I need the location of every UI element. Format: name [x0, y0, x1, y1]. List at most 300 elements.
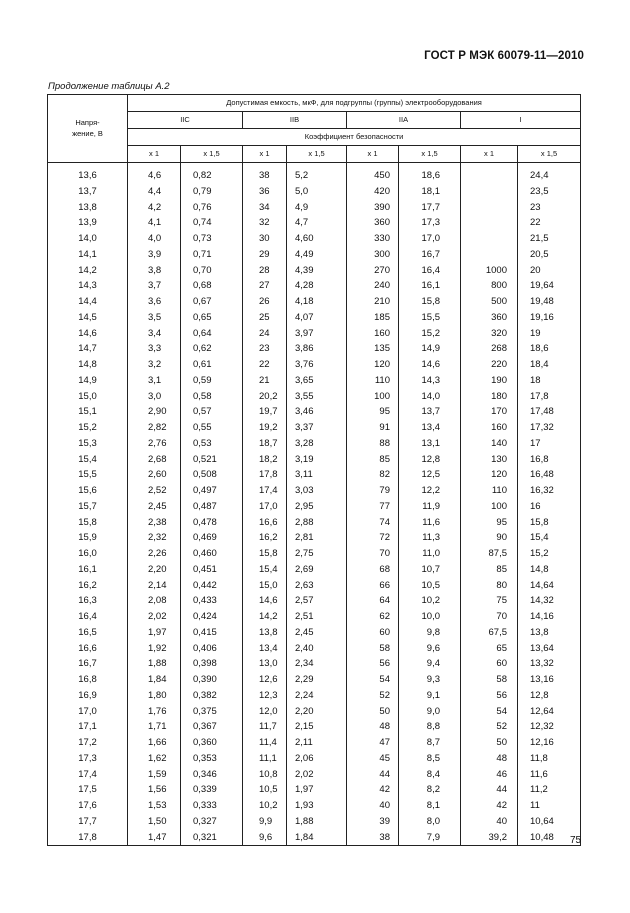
iia-x1-cell: 64: [347, 593, 399, 609]
i-x1-cell: 160: [461, 420, 518, 436]
iia-x15-cell: 17,0: [399, 231, 461, 247]
i-x1-cell: 87,5: [461, 546, 518, 562]
iib-x15-cell: 2,75: [287, 546, 347, 562]
iib-x1-cell: 29: [243, 247, 287, 263]
voltage-cell: 14,9: [48, 373, 128, 389]
iib-x1-cell: 14,2: [243, 609, 287, 625]
voltage-cell: 16,5: [48, 625, 128, 641]
iic-x15-cell: 0,79: [181, 184, 243, 200]
voltage-cell: 17,8: [48, 830, 128, 846]
voltage-cell: 16,9: [48, 688, 128, 704]
iib-x15-cell: 4,18: [287, 294, 347, 310]
voltage-cell: 14,0: [48, 231, 128, 247]
iib-x15-cell: 2,02: [287, 767, 347, 783]
iic-x1-cell: 1,71: [128, 719, 181, 735]
iib-x1-cell: 13,8: [243, 625, 287, 641]
iic-x1-cell: 2,14: [128, 578, 181, 594]
voltage-cell: 17,7: [48, 814, 128, 830]
iia-x1-cell: 85: [347, 452, 399, 468]
voltage-cell: 16,0: [48, 546, 128, 562]
i-x1-cell: 85: [461, 562, 518, 578]
iia-x1-cell: 450: [347, 168, 399, 184]
table-row: [48, 814, 581, 830]
table-header: [48, 95, 581, 169]
table-row: [48, 278, 581, 294]
iia-x15-cell: 8,5: [399, 751, 461, 767]
voltage-cell: 17,2: [48, 735, 128, 751]
i-x1-cell: 42: [461, 798, 518, 814]
i-x15-cell: 13,32: [518, 656, 581, 672]
iic-x15-cell: 0,73: [181, 231, 243, 247]
iib-x1-cell: 27: [243, 278, 287, 294]
table-row: [48, 719, 581, 735]
iib-x1-cell: 11,4: [243, 735, 287, 751]
i-x15-cell: 18,4: [518, 357, 581, 373]
iib-x1-cell: 34: [243, 200, 287, 216]
voltage-cell: 15,7: [48, 499, 128, 515]
iib-x15-cell: 2,88: [287, 515, 347, 531]
iib-x1-cell: 26: [243, 294, 287, 310]
table-row: [48, 609, 581, 625]
voltage-cell: 15,1: [48, 404, 128, 420]
iic-x1-cell: 1,97: [128, 625, 181, 641]
iic-x15-cell: 0,57: [181, 404, 243, 420]
iia-x15-cell: 15,8: [399, 294, 461, 310]
i-x15-cell: 11,2: [518, 782, 581, 798]
iia-x1-cell: 210: [347, 294, 399, 310]
iia-x1-cell: 120: [347, 357, 399, 373]
table-caption: Продолжение таблицы А.2: [48, 81, 170, 92]
iia-x15-cell: 14,3: [399, 373, 461, 389]
iia-x15-cell: 10,0: [399, 609, 461, 625]
iib-x1-cell: 19,7: [243, 404, 287, 420]
i-x1-cell: 50: [461, 735, 518, 751]
iic-x15-cell: 0,65: [181, 310, 243, 326]
iia-x1-cell: 40: [347, 798, 399, 814]
iib-x15-cell: 3,19: [287, 452, 347, 468]
factor-header: x 1,5: [399, 146, 461, 163]
iib-x1-cell: 25: [243, 310, 287, 326]
iia-x1-cell: 300: [347, 247, 399, 263]
iib-x15-cell: 2,81: [287, 530, 347, 546]
iia-x15-cell: 17,3: [399, 215, 461, 231]
iic-x1-cell: 3,5: [128, 310, 181, 326]
iic-x1-cell: 3,6: [128, 294, 181, 310]
capacitance-table: [47, 94, 581, 846]
iic-x1-cell: 2,52: [128, 483, 181, 499]
iib-x1-cell: 17,4: [243, 483, 287, 499]
i-x1-cell: [461, 247, 518, 263]
i-x15-cell: 14,16: [518, 609, 581, 625]
i-x1-cell: [461, 184, 518, 200]
iic-x1-cell: 1,59: [128, 767, 181, 783]
iib-x15-cell: 3,86: [287, 341, 347, 357]
i-x1-cell: 48: [461, 751, 518, 767]
iib-x15-cell: 4,60: [287, 231, 347, 247]
iia-x15-cell: 14,0: [399, 389, 461, 405]
iic-x1-cell: 2,68: [128, 452, 181, 468]
iia-x15-cell: 9,0: [399, 704, 461, 720]
iic-x1-cell: 4,2: [128, 200, 181, 216]
iic-x15-cell: 0,360: [181, 735, 243, 751]
group-header-iia: IIA: [347, 112, 461, 129]
iib-x15-cell: 1,88: [287, 814, 347, 830]
iic-x15-cell: 0,64: [181, 326, 243, 342]
table-row: [48, 200, 581, 216]
i-x1-cell: 46: [461, 767, 518, 783]
iic-x1-cell: 2,82: [128, 420, 181, 436]
voltage-cell: 14,8: [48, 357, 128, 373]
iic-x1-cell: 1,62: [128, 751, 181, 767]
iia-x15-cell: 9,1: [399, 688, 461, 704]
iic-x15-cell: 0,382: [181, 688, 243, 704]
iia-x15-cell: 9,8: [399, 625, 461, 641]
iic-x15-cell: 0,406: [181, 641, 243, 657]
iia-x15-cell: 10,5: [399, 578, 461, 594]
voltage-cell: 16,3: [48, 593, 128, 609]
i-x1-cell: 44: [461, 782, 518, 798]
iib-x15-cell: 4,9: [287, 200, 347, 216]
iib-x15-cell: 5,0: [287, 184, 347, 200]
iib-x1-cell: 13,0: [243, 656, 287, 672]
table-row: [48, 767, 581, 783]
iib-x1-cell: 20,2: [243, 389, 287, 405]
voltage-cell: 13,7: [48, 184, 128, 200]
iib-x15-cell: 5,2: [287, 168, 347, 184]
safety-factor-header: Коэффициент безопасности: [128, 129, 581, 146]
table-row: [48, 735, 581, 751]
i-x15-cell: 14,64: [518, 578, 581, 594]
i-x15-cell: 11: [518, 798, 581, 814]
table-row: [48, 625, 581, 641]
i-x15-cell: 12,64: [518, 704, 581, 720]
iic-x1-cell: 3,2: [128, 357, 181, 373]
iia-x1-cell: 47: [347, 735, 399, 751]
iic-x1-cell: 4,6: [128, 168, 181, 184]
i-x15-cell: 19,48: [518, 294, 581, 310]
iic-x15-cell: 0,460: [181, 546, 243, 562]
group-header-i: I: [461, 112, 581, 129]
voltage-cell: 14,4: [48, 294, 128, 310]
iic-x15-cell: 0,74: [181, 215, 243, 231]
i-x1-cell: 190: [461, 373, 518, 389]
table-row: [48, 593, 581, 609]
iia-x1-cell: 110: [347, 373, 399, 389]
voltage-cell: 16,8: [48, 672, 128, 688]
iic-x15-cell: 0,497: [181, 483, 243, 499]
i-x15-cell: 12,8: [518, 688, 581, 704]
i-x1-cell: 80: [461, 578, 518, 594]
iic-x15-cell: 0,469: [181, 530, 243, 546]
iic-x15-cell: 0,451: [181, 562, 243, 578]
i-x15-cell: 18: [518, 373, 581, 389]
table-row: [48, 420, 581, 436]
iic-x15-cell: 0,478: [181, 515, 243, 531]
iic-x15-cell: 0,415: [181, 625, 243, 641]
iib-x1-cell: 11,1: [243, 751, 287, 767]
iia-x15-cell: 18,6: [399, 168, 461, 184]
factor-header: x 1: [243, 146, 287, 163]
iia-x15-cell: 8,7: [399, 735, 461, 751]
iib-x1-cell: 15,8: [243, 546, 287, 562]
capacity-header: Допустимая емкость, мкФ, для подгруппы (группы) электрооборудования: [128, 95, 581, 112]
iic-x15-cell: 0,327: [181, 814, 243, 830]
i-x15-cell: 24,4: [518, 168, 581, 184]
table-row: [48, 578, 581, 594]
iic-x1-cell: 1,84: [128, 672, 181, 688]
iic-x15-cell: 0,333: [181, 798, 243, 814]
iic-x15-cell: 0,487: [181, 499, 243, 515]
iia-x15-cell: 16,4: [399, 263, 461, 279]
iib-x15-cell: 2,11: [287, 735, 347, 751]
voltage-cell: 15,4: [48, 452, 128, 468]
iic-x15-cell: 0,62: [181, 341, 243, 357]
table-body: [48, 168, 581, 846]
iia-x1-cell: 48: [347, 719, 399, 735]
iia-x1-cell: 160: [347, 326, 399, 342]
i-x1-cell: 130: [461, 452, 518, 468]
iib-x1-cell: 9,6: [243, 830, 287, 846]
iia-x1-cell: 330: [347, 231, 399, 247]
i-x1-cell: 268: [461, 341, 518, 357]
iic-x1-cell: 1,66: [128, 735, 181, 751]
table-row: [48, 782, 581, 798]
i-x1-cell: 67,5: [461, 625, 518, 641]
i-x1-cell: 170: [461, 404, 518, 420]
table-row: [48, 184, 581, 200]
iib-x15-cell: 1,93: [287, 798, 347, 814]
i-x1-cell: [461, 215, 518, 231]
iia-x1-cell: 270: [347, 263, 399, 279]
iib-x1-cell: 11,7: [243, 719, 287, 735]
iia-x15-cell: 8,8: [399, 719, 461, 735]
voltage-cell: 15,0: [48, 389, 128, 405]
iic-x1-cell: 2,02: [128, 609, 181, 625]
iib-x15-cell: 2,34: [287, 656, 347, 672]
voltage-cell: 15,6: [48, 483, 128, 499]
i-x15-cell: 10,64: [518, 814, 581, 830]
i-x15-cell: 13,64: [518, 641, 581, 657]
iic-x15-cell: 0,71: [181, 247, 243, 263]
iia-x15-cell: 14,9: [399, 341, 461, 357]
iib-x15-cell: 3,97: [287, 326, 347, 342]
i-x1-cell: 60: [461, 656, 518, 672]
iic-x15-cell: 0,321: [181, 830, 243, 846]
iia-x15-cell: 13,7: [399, 404, 461, 420]
table-row: [48, 530, 581, 546]
iib-x1-cell: 9,9: [243, 814, 287, 830]
voltage-cell: 16,6: [48, 641, 128, 657]
iic-x1-cell: 1,47: [128, 830, 181, 846]
iia-x15-cell: 9,4: [399, 656, 461, 672]
table-row: [48, 263, 581, 279]
table-row: [48, 404, 581, 420]
iib-x1-cell: 36: [243, 184, 287, 200]
iia-x1-cell: 44: [347, 767, 399, 783]
iic-x1-cell: 4,1: [128, 215, 181, 231]
iib-x15-cell: 2,51: [287, 609, 347, 625]
iia-x15-cell: 14,6: [399, 357, 461, 373]
iib-x1-cell: 17,8: [243, 467, 287, 483]
iib-x1-cell: 15,0: [243, 578, 287, 594]
voltage-cell: 14,7: [48, 341, 128, 357]
iia-x15-cell: 10,2: [399, 593, 461, 609]
i-x1-cell: 360: [461, 310, 518, 326]
group-header-iib: IIB: [243, 112, 347, 129]
iia-x1-cell: 54: [347, 672, 399, 688]
iia-x15-cell: 18,1: [399, 184, 461, 200]
factor-header: x 1: [128, 146, 181, 163]
iia-x15-cell: 15,5: [399, 310, 461, 326]
i-x15-cell: 19: [518, 326, 581, 342]
iib-x1-cell: 38: [243, 168, 287, 184]
iia-x1-cell: 390: [347, 200, 399, 216]
iic-x1-cell: 3,9: [128, 247, 181, 263]
iib-x15-cell: 2,24: [287, 688, 347, 704]
voltage-cell: 17,0: [48, 704, 128, 720]
voltage-cell: 13,9: [48, 215, 128, 231]
iib-x1-cell: 23: [243, 341, 287, 357]
iic-x1-cell: 2,38: [128, 515, 181, 531]
iic-x15-cell: 0,55: [181, 420, 243, 436]
voltage-cell: 13,8: [48, 200, 128, 216]
iib-x1-cell: 22: [243, 357, 287, 373]
iib-x15-cell: 2,40: [287, 641, 347, 657]
iia-x15-cell: 9,6: [399, 641, 461, 657]
i-x1-cell: 39,2: [461, 830, 518, 846]
i-x1-cell: [461, 168, 518, 184]
iia-x1-cell: 42: [347, 782, 399, 798]
iib-x15-cell: 3,03: [287, 483, 347, 499]
iib-x15-cell: 3,65: [287, 373, 347, 389]
iib-x15-cell: 2,63: [287, 578, 347, 594]
iic-x15-cell: 0,70: [181, 263, 243, 279]
table-row: [48, 499, 581, 515]
i-x1-cell: 58: [461, 672, 518, 688]
table-row: [48, 672, 581, 688]
iic-x1-cell: 2,20: [128, 562, 181, 578]
iic-x15-cell: 0,508: [181, 467, 243, 483]
voltage-cell: 17,4: [48, 767, 128, 783]
table-row: [48, 751, 581, 767]
iic-x15-cell: 0,59: [181, 373, 243, 389]
i-x15-cell: 23,5: [518, 184, 581, 200]
iia-x15-cell: 12,2: [399, 483, 461, 499]
iia-x1-cell: 45: [347, 751, 399, 767]
iib-x1-cell: 32: [243, 215, 287, 231]
iia-x15-cell: 13,4: [399, 420, 461, 436]
iib-x15-cell: 3,46: [287, 404, 347, 420]
iib-x15-cell: 3,55: [287, 389, 347, 405]
i-x1-cell: 90: [461, 530, 518, 546]
iic-x15-cell: 0,367: [181, 719, 243, 735]
i-x1-cell: [461, 200, 518, 216]
i-x1-cell: 180: [461, 389, 518, 405]
table-row: [48, 688, 581, 704]
factor-header-row: [48, 146, 581, 163]
i-x1-cell: 40: [461, 814, 518, 830]
iib-x15-cell: 3,11: [287, 467, 347, 483]
iia-x1-cell: 66: [347, 578, 399, 594]
iia-x15-cell: 12,5: [399, 467, 461, 483]
iia-x1-cell: 135: [347, 341, 399, 357]
iic-x1-cell: 3,8: [128, 263, 181, 279]
iib-x15-cell: 2,45: [287, 625, 347, 641]
iib-x15-cell: 1,84: [287, 830, 347, 846]
iib-x15-cell: 2,69: [287, 562, 347, 578]
iib-x1-cell: 24: [243, 326, 287, 342]
iic-x1-cell: 1,56: [128, 782, 181, 798]
iic-x1-cell: 2,32: [128, 530, 181, 546]
iic-x1-cell: 1,88: [128, 656, 181, 672]
iib-x15-cell: 4,28: [287, 278, 347, 294]
i-x15-cell: 19,64: [518, 278, 581, 294]
i-x1-cell: 500: [461, 294, 518, 310]
iib-x1-cell: 14,6: [243, 593, 287, 609]
iic-x15-cell: 0,61: [181, 357, 243, 373]
iib-x1-cell: 10,2: [243, 798, 287, 814]
i-x1-cell: [461, 231, 518, 247]
voltage-cell: 14,5: [48, 310, 128, 326]
iic-x15-cell: 0,82: [181, 168, 243, 184]
iia-x15-cell: 8,2: [399, 782, 461, 798]
iic-x1-cell: 2,90: [128, 404, 181, 420]
i-x15-cell: 17: [518, 436, 581, 452]
iic-x15-cell: 0,433: [181, 593, 243, 609]
iib-x1-cell: 12,3: [243, 688, 287, 704]
table-row: [48, 389, 581, 405]
iia-x1-cell: 72: [347, 530, 399, 546]
table-row: [48, 310, 581, 326]
i-x1-cell: 75: [461, 593, 518, 609]
voltage-cell: 16,1: [48, 562, 128, 578]
voltage-cell: 15,9: [48, 530, 128, 546]
iia-x1-cell: 50: [347, 704, 399, 720]
i-x15-cell: 17,32: [518, 420, 581, 436]
i-x15-cell: 14,8: [518, 562, 581, 578]
iia-x1-cell: 39: [347, 814, 399, 830]
iib-x15-cell: 1,97: [287, 782, 347, 798]
iia-x15-cell: 8,1: [399, 798, 461, 814]
iia-x1-cell: 240: [347, 278, 399, 294]
iia-x1-cell: 88: [347, 436, 399, 452]
i-x1-cell: 65: [461, 641, 518, 657]
voltage-cell: 14,1: [48, 247, 128, 263]
iib-x1-cell: 12,6: [243, 672, 287, 688]
table-row: [48, 294, 581, 310]
i-x1-cell: 70: [461, 609, 518, 625]
group-header-iic: IIC: [128, 112, 243, 129]
iic-x1-cell: 3,4: [128, 326, 181, 342]
iib-x15-cell: 3,28: [287, 436, 347, 452]
i-x15-cell: 19,16: [518, 310, 581, 326]
iib-x15-cell: 2,20: [287, 704, 347, 720]
iia-x1-cell: 70: [347, 546, 399, 562]
iic-x15-cell: 0,67: [181, 294, 243, 310]
iic-x1-cell: 4,4: [128, 184, 181, 200]
table-row: [48, 483, 581, 499]
iia-x1-cell: 77: [347, 499, 399, 515]
iic-x1-cell: 1,50: [128, 814, 181, 830]
iia-x15-cell: 11,3: [399, 530, 461, 546]
table-row: [48, 231, 581, 247]
voltage-cell: 16,4: [48, 609, 128, 625]
iic-x1-cell: 1,53: [128, 798, 181, 814]
iic-x1-cell: 4,0: [128, 231, 181, 247]
voltage-cell: 17,3: [48, 751, 128, 767]
iic-x15-cell: 0,398: [181, 656, 243, 672]
iib-x15-cell: 2,06: [287, 751, 347, 767]
